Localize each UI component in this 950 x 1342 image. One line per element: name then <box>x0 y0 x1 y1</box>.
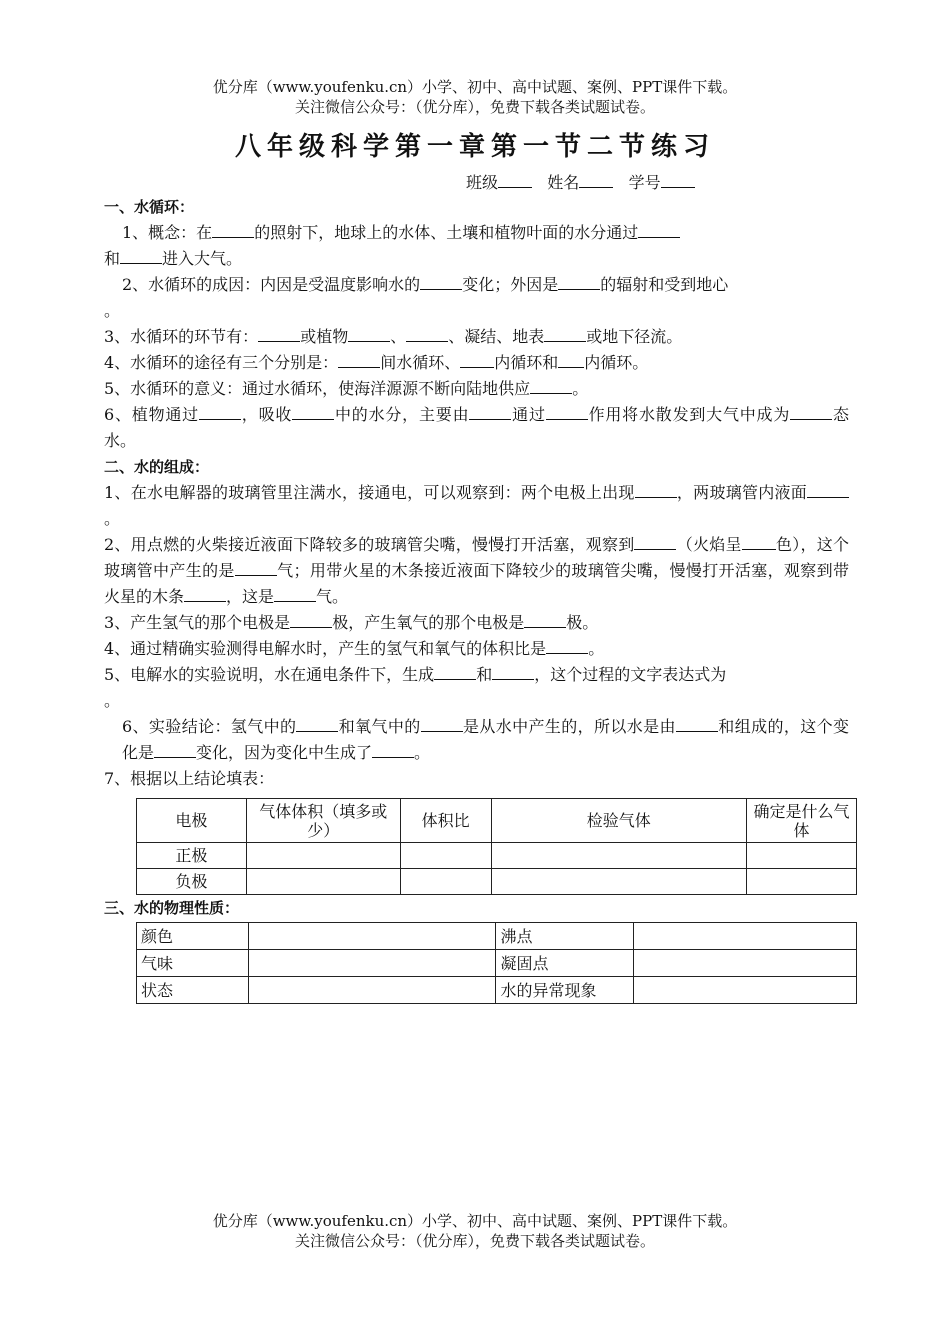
answer-cell[interactable] <box>634 977 857 1004</box>
table-row <box>137 977 857 1004</box>
section-2-title: 二、水的组成： <box>104 458 210 476</box>
answer-cell[interactable] <box>246 843 400 869</box>
property-label: 沸点 <box>496 923 634 950</box>
s2-question-6: 6、实验结论：氢气中的 和氧气中的 是从水中产生的，所以水是由 和组成的，这个变化是 变化，因为变化中生成了 。 <box>122 717 849 762</box>
s2-question-5-cont: 。 <box>104 691 121 710</box>
answer-blank[interactable] <box>184 585 226 602</box>
answer-blank[interactable] <box>434 663 476 680</box>
answer-blank[interactable] <box>742 533 776 550</box>
s2-question-4: 4、通过精确实验测得电解水时，产生的氢气和氧气的体积比是 。 <box>104 639 605 658</box>
answer-blank[interactable] <box>544 325 586 342</box>
answer-cell[interactable] <box>400 843 491 869</box>
s1-question-5: 5、水循环的意义：通过水循环，使海洋源源不断向陆地供应 。 <box>104 379 589 398</box>
property-label: 气味 <box>137 950 249 977</box>
worksheet-content <box>104 194 849 792</box>
answer-cell[interactable] <box>248 977 496 1004</box>
answer-blank[interactable] <box>235 559 277 576</box>
answer-blank[interactable] <box>558 351 584 368</box>
answer-blank[interactable] <box>676 715 718 732</box>
row-label: 正极 <box>137 843 247 869</box>
s2-question-2: 2、用点燃的火柴接近液面下降较多的玻璃管尖嘴，慢慢打开活塞，观察到 （火焰呈 色），这个玻璃管中产生的是 气；用带火星的木条接近液面下降较少的玻璃管尖嘴，慢慢打开活塞，观察到带火星的木条 ，这是 气。 <box>104 535 849 606</box>
answer-blank[interactable] <box>348 325 390 342</box>
table-header: 检验气体 <box>491 799 747 843</box>
s2-question-1: 1、在水电解器的玻璃管里注满水，接通电，可以观察到：两个电极上出现 ，两玻璃管内液面。 <box>104 480 849 532</box>
physical-properties-table <box>136 922 857 1004</box>
answer-blank[interactable] <box>460 351 494 368</box>
table-header: 确定是什么气体 <box>747 799 857 843</box>
table-header: 气体体积（填多或少） <box>246 799 400 843</box>
page-title: 八年级科学第一章第一节二节练习 <box>234 132 715 162</box>
answer-blank[interactable] <box>258 325 300 342</box>
answer-cell[interactable] <box>491 843 747 869</box>
s1-question-2: 2、水循环的成因：内因是受温度影响水的 变化；外因是 的辐射和受到地心 <box>122 275 729 294</box>
answer-cell[interactable] <box>400 869 491 895</box>
s1-question-4: 4、水循环的途径有三个分别是： 间水循环、 内循环和 内循环。 <box>104 353 649 372</box>
section-3 <box>104 896 849 920</box>
answer-blank[interactable] <box>212 221 254 238</box>
answer-blank[interactable] <box>372 741 414 758</box>
property-label: 状态 <box>137 977 249 1004</box>
answer-blank[interactable] <box>338 351 380 368</box>
s2-question-5: 5、电解水的实验说明，水在通电条件下，生成 和 ，这个过程的文字表达式为 <box>104 665 727 684</box>
s1-question-6: 6、植物通过 ，吸收 中的水分，主要由 通过 作用将水散发到大气中成为 态水。 <box>104 405 849 450</box>
answer-blank[interactable] <box>199 403 241 420</box>
answer-blank[interactable] <box>420 273 462 290</box>
answer-blank[interactable] <box>790 403 832 420</box>
answer-blank[interactable] <box>421 715 463 732</box>
answer-blank[interactable] <box>406 325 448 342</box>
name-blank[interactable] <box>579 171 613 188</box>
answer-cell[interactable] <box>747 869 857 895</box>
student-info <box>466 170 695 193</box>
answer-blank[interactable] <box>546 637 588 654</box>
number-blank[interactable] <box>661 171 695 188</box>
answer-blank[interactable] <box>296 715 338 732</box>
answer-blank[interactable] <box>635 481 677 498</box>
row-label: 负极 <box>137 869 247 895</box>
s2-question-3: 3、产生氢气的那个电极是 极，产生氧气的那个电极是 极。 <box>104 613 599 632</box>
s1-question-1-cont: 和 进入大气。 <box>104 249 243 268</box>
answer-cell[interactable] <box>246 869 400 895</box>
answer-blank[interactable] <box>558 273 600 290</box>
class-blank[interactable] <box>498 171 532 188</box>
answer-blank[interactable] <box>292 403 334 420</box>
table-row <box>137 923 857 950</box>
table-row <box>137 843 857 869</box>
s2-question-7: 7、根据以上结论填表： <box>104 769 275 788</box>
answer-blank[interactable] <box>638 221 680 238</box>
answer-cell[interactable] <box>248 950 496 977</box>
answer-blank[interactable] <box>524 611 566 628</box>
s1-question-1: 1、概念：在 的照射下，地球上的水体、土壤和植物叶面的水分通过 <box>104 220 849 246</box>
property-label: 颜色 <box>137 923 249 950</box>
class-label: 班级 <box>466 173 499 192</box>
s1-question-2-cont: 。 <box>104 301 121 320</box>
answer-blank[interactable] <box>807 481 849 498</box>
header-line-1: 优分库（www.youfenku.cn）小学、初中、高中试题、案例、PPT课件下载。 <box>212 78 738 96</box>
name-label: 姓名 <box>547 173 580 192</box>
answer-blank[interactable] <box>634 533 676 550</box>
table-row <box>137 950 857 977</box>
answer-blank[interactable] <box>290 611 332 628</box>
number-label: 学号 <box>628 173 661 192</box>
answer-blank[interactable] <box>274 585 316 602</box>
answer-cell[interactable] <box>747 843 857 869</box>
section-1-title: 一、水循环： <box>104 198 195 216</box>
property-label: 凝固点 <box>496 950 634 977</box>
section-3-title: 三、水的物理性质： <box>104 899 240 917</box>
answer-cell[interactable] <box>248 923 496 950</box>
footer-line-2: 关注微信公众号：（优分库），免费下载各类试题试卷。 <box>294 1232 655 1250</box>
answer-blank[interactable] <box>530 377 572 394</box>
answer-blank[interactable] <box>469 403 511 420</box>
s1-question-3: 3、水循环的环节有： 或植物 、 、凝结、地表 或地下径流。 <box>104 327 683 346</box>
answer-cell[interactable] <box>491 869 747 895</box>
table-row <box>137 869 857 895</box>
answer-blank[interactable] <box>546 403 588 420</box>
header-line-2: 关注微信公众号：（优分库），免费下载各类试题试卷。 <box>294 98 655 116</box>
property-label: 水的异常现象 <box>496 977 634 1004</box>
table-header: 电极 <box>137 799 247 843</box>
answer-blank[interactable] <box>492 663 534 680</box>
footer-line-1: 优分库（www.youfenku.cn）小学、初中、高中试题、案例、PPT课件下载。 <box>212 1212 738 1230</box>
answer-blank[interactable] <box>120 247 162 264</box>
answer-cell[interactable] <box>634 950 857 977</box>
table-header: 体积比 <box>400 799 491 843</box>
answer-cell[interactable] <box>634 923 857 950</box>
answer-blank[interactable] <box>154 741 196 758</box>
electrolysis-table <box>136 798 857 895</box>
